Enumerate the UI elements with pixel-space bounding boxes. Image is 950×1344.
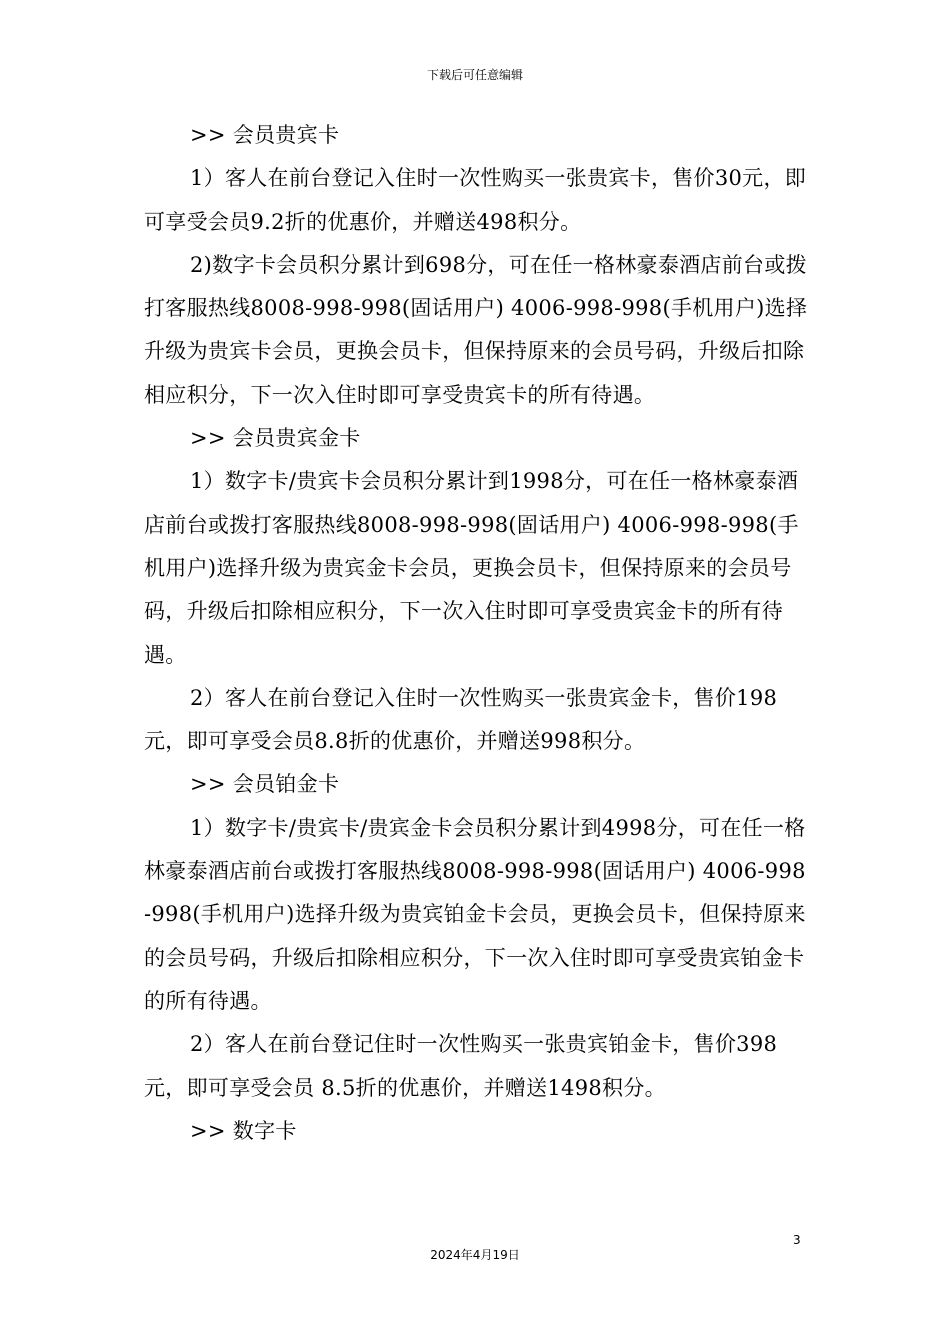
- section-heading-digital-card: >> 数字卡: [190, 1118, 297, 1143]
- document-body: [144, 114, 808, 1153]
- page-header-note: 下载后可任意编辑: [426, 68, 523, 82]
- paragraph-platinum-card-purchase: 2）客人在前台登记住时一次性购买一张贵宾铂金卡，售价398元，即可享受会员 8.5折的优惠价，并赠送1498积分。: [144, 1032, 778, 1100]
- section-heading-platinum-card: >> 会员铂金卡: [190, 772, 340, 797]
- paragraph-gold-card-purchase: 2）客人在前台登记入住时一次性购买一张贵宾金卡，售价198元，即可享受会员8.8折的优惠价，并赠送998积分。: [144, 685, 778, 754]
- paragraph-vip-card-upgrade: 2)数字卡会员积分累计到698分，可在任一格林豪泰酒店前台或拨打客服热线8008-998-998(固话用户) 4006-998-998(手机用户)选择升级为贵宾卡会员，更换会员卡，但保持原来的会员号码，升级后扣除相应积分，下一次入住时即可享受贵宾卡的所有待遇。: [144, 252, 808, 407]
- page-number: 3: [793, 1233, 801, 1247]
- paragraph-platinum-card-upgrade: 1）数字卡/贵宾卡/贵宾金卡会员积分累计到4998分，可在任一格林豪泰酒店前台或拨打客服热线8008-998-998(固话用户) 4006-998-998(手机用户)选择升级为贵宾铂金卡会员，更换会员卡，但保持原来的会员号码，升级后扣除相应积分，下一次入住时即可享受贵宾铂金卡的所有待遇。: [144, 815, 806, 1013]
- section-heading-vip-card: >> 会员贵宾卡: [190, 123, 340, 147]
- section-heading-vip-gold-card: >> 会员贵宾金卡: [190, 426, 361, 451]
- paragraph-vip-card-purchase: 1）客人在前台登记入住时一次性购买一张贵宾卡，售价30元，即可享受会员9.2折的优惠价，并赠送498积分。: [144, 166, 807, 234]
- paragraph-gold-card-upgrade: 1）数字卡/贵宾卡会员积分累计到1998分，可在任一格林豪泰酒店前台或拨打客服热线8008-998-998(固话用户) 4006-998-998(手机用户)选择升级为贵宾金卡会员，更换会员卡，但保持原来的会员号码，升级后扣除相应积分，下一次入住时即可享受贵宾金卡的所有待遇。: [144, 469, 799, 667]
- footer-date: 2024年4月19日: [430, 1248, 520, 1262]
